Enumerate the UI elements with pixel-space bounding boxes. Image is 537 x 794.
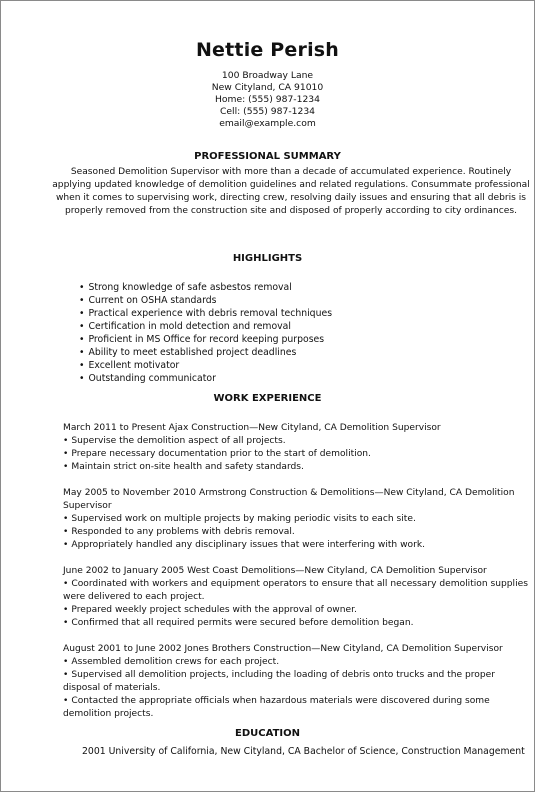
- job-bullets: [63, 513, 531, 552]
- job-heading: August 2001 to June 2002 Jones Brothers Construction—New Cityland, CA Demolition Supervisor: [63, 644, 503, 654]
- highlight-item: • Current on OSHA standards: [79, 294, 332, 307]
- job-bullet: • Supervised all demolition projects, including the loading of debris onto trucks and the proper disposal of materials.: [63, 669, 531, 695]
- experience-heading: WORK EXPERIENCE: [213, 393, 322, 404]
- job-entry: [63, 422, 531, 474]
- highlight-item: • Certification in mold detection and removal: [79, 320, 332, 333]
- highlight-item: • Excellent motivator: [79, 359, 332, 372]
- job-heading: June 2002 to January 2005 West Coast Demolitions—New Cityland, CA Demolition Supervisor: [63, 566, 487, 576]
- job-entry: [63, 643, 531, 720]
- education-heading: EDUCATION: [235, 728, 300, 739]
- address-line: 100 Broadway Lane: [221, 70, 314, 81]
- job-bullet: • Prepare necessary documentation prior to the start of demolition.: [63, 448, 531, 461]
- job-bullet: • Appropriately handled any disciplinary issues that were interfering with work.: [63, 539, 531, 552]
- email-address: email@example.com: [219, 118, 316, 130]
- job-bullet: • Maintain strict on-site health and safety standards.: [63, 461, 531, 474]
- home-phone: Home: (555) 987-1234: [214, 94, 320, 106]
- job-bullet: • Prepared weekly project schedules with the approval of owner.: [63, 604, 531, 617]
- job-entry: [63, 565, 531, 630]
- highlight-item: • Ability to meet established project deadlines: [79, 346, 332, 359]
- job-bullets: [63, 656, 531, 721]
- job-bullet: • Coordinated with workers and equipment operators to ensure that all necessary demolition supplies were delivered to each project.: [63, 578, 531, 604]
- job-bullet: • Assembled demolition crews for each project.: [63, 656, 531, 669]
- highlight-item: • Strong knowledge of safe asbestos removal: [79, 281, 332, 294]
- job-bullet: • Supervised work on multiple projects by making periodic visits to each site.: [63, 513, 531, 526]
- job-bullets: [63, 578, 531, 630]
- education-entry: 2001 University of California, New Cityland, CA Bachelor of Science, Construction Management: [82, 746, 525, 757]
- job-bullet: • Responded to any problems with debris removal.: [63, 526, 531, 539]
- highlight-item: • Practical experience with debris removal techniques: [79, 307, 332, 320]
- highlights-list: [79, 281, 332, 385]
- job-heading: March 2011 to Present Ajax Construction—New Cityland, CA Demolition Supervisor: [63, 423, 441, 433]
- job-bullet: • Confirmed that all required permits were secured before demolition began.: [63, 617, 531, 630]
- job-bullets: [63, 435, 531, 474]
- summary-heading: PROFESSIONAL SUMMARY: [194, 151, 341, 162]
- contact-block: [1, 70, 534, 130]
- highlight-item: • Outstanding communicator: [79, 372, 332, 385]
- candidate-name: Nettie Perish: [195, 39, 340, 61]
- job-bullet: • Contacted the appropriate officials when hazardous materials were discovered during some demolition projects.: [63, 695, 531, 721]
- job-heading: May 2005 to November 2010 Armstrong Construction & Demolitions—New Cityland, CA Demolition Supervisor: [63, 488, 515, 511]
- cell-phone: Cell: (555) 987-1234: [219, 106, 316, 118]
- highlights-heading: HIGHLIGHTS: [232, 253, 303, 264]
- job-entry: [63, 487, 531, 552]
- job-bullet: • Supervise the demolition aspect of all projects.: [63, 435, 531, 448]
- city-line: New Cityland, CA 91010: [211, 82, 324, 94]
- highlight-item: • Proficient in MS Office for record keeping purposes: [79, 333, 332, 346]
- summary-text: Seasoned Demolition Supervisor with more than a decade of accumulated experience. Routinely applying updated knowledge of demolition guidelines and related regulations. Consummate professional when it comes to supervising work, directing crew, resolving daily issues and ensuring that all debris is properly removed from the construction site and disposed of properly according to city ordinances.: [52, 167, 530, 216]
